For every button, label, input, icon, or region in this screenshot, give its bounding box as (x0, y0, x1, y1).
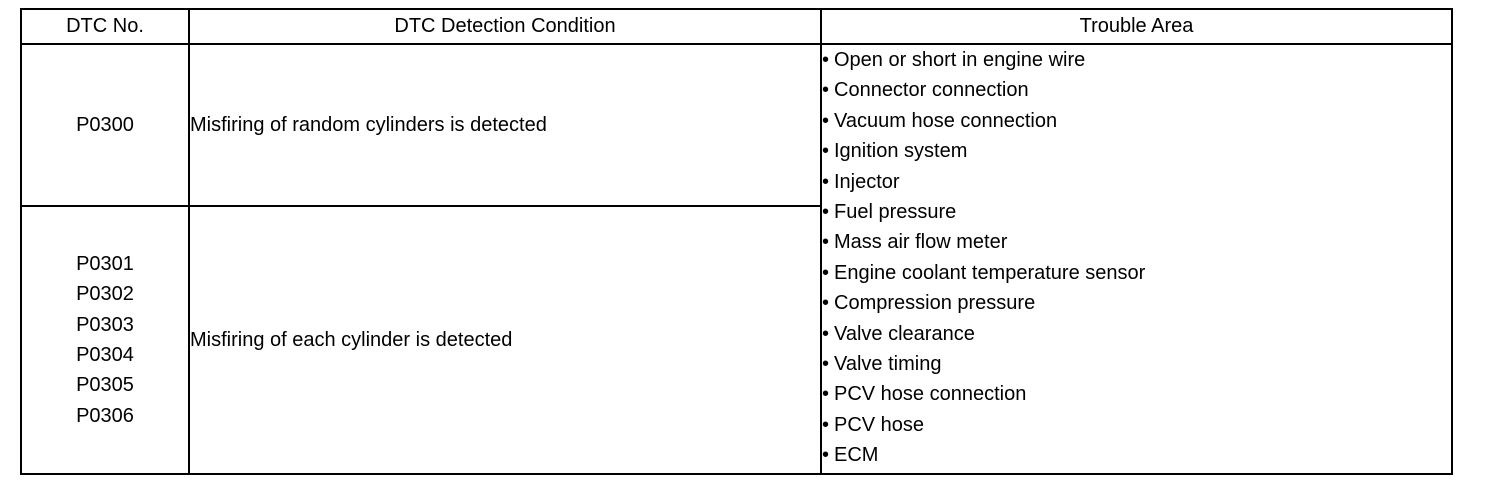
list-item-label: PCV hose (834, 413, 925, 436)
detection-condition: Misfiring of random cylinders is detected (189, 44, 821, 206)
dtc-code: P0301 (76, 252, 134, 275)
list-item-label: Fuel pressure (834, 201, 957, 224)
bullet-icon: • (822, 140, 830, 163)
dtc-code: P0303 (76, 313, 134, 336)
list-item (822, 319, 1451, 349)
bullet-icon: • (822, 292, 830, 315)
list-item (822, 227, 1451, 257)
list-item (822, 136, 1451, 166)
header-trouble-area: Trouble Area (821, 9, 1452, 44)
bullet-icon: • (822, 383, 830, 406)
list-item (822, 45, 1451, 75)
list-item-label: Valve timing (834, 353, 942, 376)
header-dtc-no: DTC No. (21, 9, 189, 44)
list-item-label: Connector connection (834, 79, 1029, 102)
bullet-icon: • (822, 49, 830, 71)
dtc-code-cell (21, 44, 189, 206)
bullet-icon: • (822, 201, 830, 224)
dtc-table (20, 8, 1453, 475)
bullet-icon: • (822, 322, 830, 345)
bullet-icon: • (822, 353, 830, 376)
detection-condition: Misfiring of each cylinder is detected (189, 206, 821, 474)
list-item-label: Open or short in engine wire (834, 49, 1086, 71)
dtc-code: P0302 (76, 283, 134, 306)
header-row (21, 9, 1452, 44)
trouble-area-list (822, 45, 1451, 471)
bullet-icon: • (822, 231, 830, 254)
list-item-label: Ignition system (834, 140, 968, 163)
dtc-code: P0304 (76, 344, 134, 366)
list-item-label: Compression pressure (834, 292, 1036, 315)
dtc-code: P0300 (76, 113, 134, 136)
bullet-icon: • (822, 413, 830, 436)
list-item (822, 197, 1451, 227)
dtc-code: P0305 (76, 374, 134, 397)
list-item (822, 440, 1451, 470)
list-item-label: Engine coolant temperature sensor (834, 261, 1146, 284)
bullet-icon: • (822, 79, 830, 102)
list-item-label: Vacuum hose connection (834, 109, 1058, 132)
list-item (822, 379, 1451, 409)
list-item-label: PCV hose connection (834, 383, 1027, 406)
list-item (822, 349, 1451, 379)
list-item (822, 106, 1451, 136)
list-item-label: Mass air flow meter (834, 231, 1008, 254)
list-item-label: ECM (834, 444, 879, 467)
list-item-label: Valve clearance (834, 322, 975, 345)
list-item (822, 410, 1451, 440)
trouble-area-cell (821, 44, 1452, 474)
header-detection-condition: DTC Detection Condition (189, 9, 821, 44)
bullet-icon: • (822, 170, 830, 193)
bullet-icon: • (822, 261, 830, 284)
list-item (822, 258, 1451, 288)
table-row (21, 44, 1452, 206)
list-item (822, 288, 1451, 318)
dtc-code: P0306 (76, 404, 134, 427)
bullet-icon: • (822, 109, 830, 132)
list-item (822, 167, 1451, 197)
list-item (822, 75, 1451, 105)
dtc-code-cell (21, 206, 189, 474)
list-item-label: Injector (834, 170, 900, 193)
bullet-icon: • (822, 444, 830, 467)
